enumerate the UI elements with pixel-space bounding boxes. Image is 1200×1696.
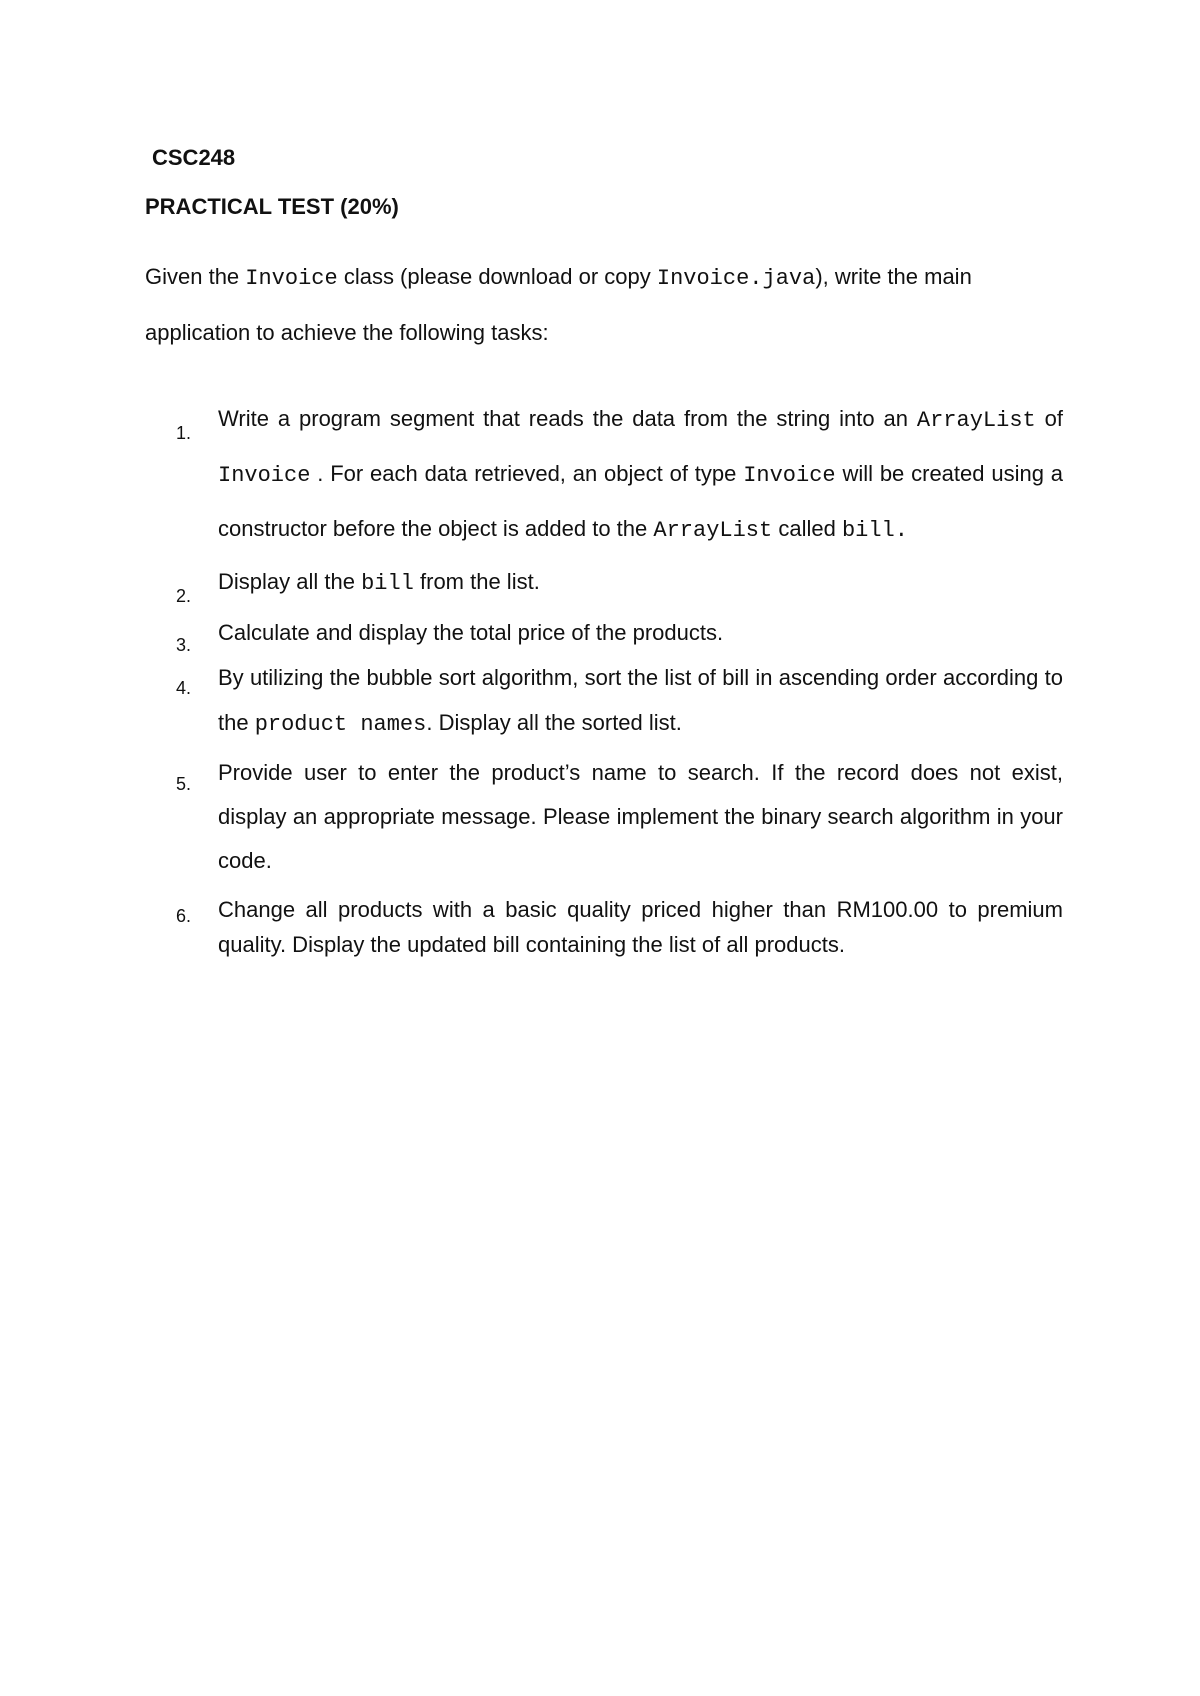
- task-number: 4.: [176, 678, 192, 698]
- task-text: Change all products with a basic quality priced higher than RM100.00 to premium quality. Display the updated bill containing the list of all products.: [218, 897, 1063, 957]
- task-item: [176, 892, 1063, 962]
- task-number: 5.: [176, 774, 192, 794]
- task-code: bill: [361, 571, 414, 596]
- task-item: [176, 610, 1063, 656]
- task-text: . Display all the sorted list.: [426, 710, 682, 735]
- task-text: Display all the: [218, 569, 362, 594]
- task-code: bill.: [841, 518, 908, 543]
- task-item: [176, 655, 1063, 747]
- task-code: ArrayList: [916, 408, 1036, 433]
- test-title: PRACTICAL TEST (20%): [145, 194, 399, 219]
- task-number: 6.: [176, 906, 192, 926]
- task-item: [176, 392, 1063, 557]
- task-text: from the list.: [413, 569, 540, 594]
- task-text: . For each data retrieved, an object of type: [310, 461, 744, 486]
- task-list: [176, 392, 1063, 962]
- task-number: 1.: [176, 423, 192, 443]
- task-code: product names: [254, 712, 427, 737]
- course-code: CSC248: [152, 145, 236, 170]
- task-code: ArrayList: [653, 518, 773, 543]
- task-text: called: [772, 516, 842, 541]
- task-text: Provide user to enter the product’s name to search. If the record does not exist, display an appropriate message. Please implement the binary search algorithm in your code.: [218, 760, 1063, 873]
- intro-text-3: ), write the main application to achieve the following tasks:: [145, 264, 972, 345]
- intro-text-2: class (please download or copy: [337, 264, 657, 289]
- task-number: 2.: [176, 586, 192, 606]
- task-text: will be created using a constructor before the object is added to the: [218, 461, 1063, 541]
- task-text: Write a program segment that reads the data from the string into an: [218, 406, 917, 431]
- task-number: 3.: [176, 635, 192, 655]
- task-text: By utilizing the bubble sort algorithm, sort the list of bill in ascending order according to the: [218, 665, 1063, 735]
- task-code: Invoice: [743, 463, 836, 488]
- task-code: Invoice: [218, 463, 311, 488]
- intro-text-1: Given the: [145, 264, 246, 289]
- task-item: [176, 751, 1063, 883]
- intro-class-name: Invoice: [245, 266, 338, 291]
- task-text: of: [1035, 406, 1064, 431]
- task-text: Calculate and display the total price of the products.: [218, 620, 724, 645]
- task-item: [176, 555, 1063, 610]
- intro-paragraph: [145, 250, 1063, 360]
- intro-file-name: Invoice.java: [656, 266, 816, 291]
